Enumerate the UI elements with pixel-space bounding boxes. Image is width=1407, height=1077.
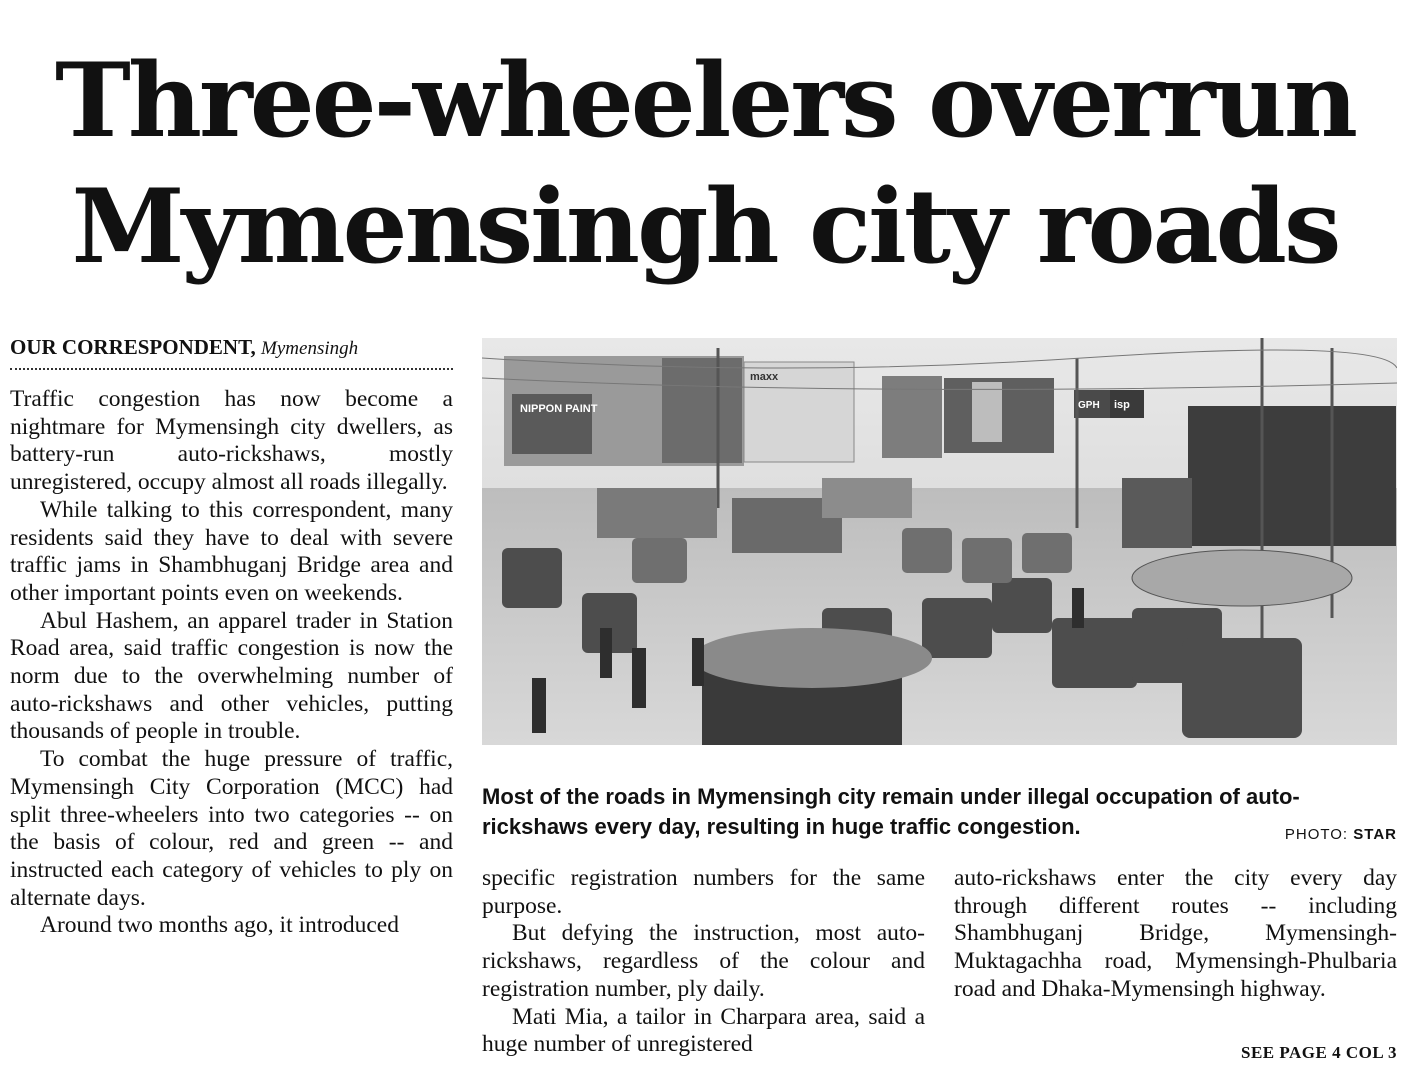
paragraph: Around two months ago, it introduced — [40, 912, 399, 939]
paragraph: auto-rickshaws enter the city every day through different routes -- including Shambhuganj Bridge, Mymensingh-Muktagachha road, Mymensingh-Phulbaria road and Dhaka-Mymensingh highway. — [954, 865, 1397, 1002]
paragraph: But defying the instruction, most auto-rickshaws, regardless of the colour and registration number, ply daily. — [482, 920, 925, 1002]
billboard — [1110, 390, 1144, 418]
billboard-text: NIPPON PAINT — [520, 403, 598, 415]
traffic-scene-image — [482, 338, 1397, 745]
paragraph: Traffic congestion has now become a nightmare for Mymensingh city dwellers, as battery-run auto-rickshaws, mostly unregistered, occupy almost all roads illegally. — [10, 386, 453, 496]
paragraph: While talking to this correspondent, many residents said they have to deal with severe traffic jams in Shambhuganj Bridge area and other important points even on weekends. — [10, 496, 453, 606]
paragraph: Mati Mia, a tailor in Charpara area, said a huge number of unregistered — [482, 1003, 925, 1058]
photo-caption: Most of the roads in Mymensingh city remain under illegal occupation of auto-rickshaws every day, resulting in huge traffic congestion. — [482, 784, 1300, 839]
photo-credit — [1285, 826, 1397, 843]
billboard-text: isp — [1114, 399, 1130, 411]
headline — [10, 38, 1400, 290]
photo-credit-source: STAR — [1353, 826, 1397, 843]
byline-place: Mymensingh — [261, 338, 359, 359]
jump-line: SEE PAGE 4 COL 3 — [1241, 1043, 1397, 1062]
news-photo — [482, 338, 1397, 745]
article-column-2 — [482, 865, 925, 1065]
headline-line-1: Three-wheelers overrun — [55, 41, 1355, 161]
paragraph: specific registration numbers for the same purpose. — [482, 865, 925, 919]
paragraph: Abul Hashem, an apparel trader in Station Road area, said traffic congestion is now the norm due to the overwhelming number of auto-rickshaws and other vehicles, putting thousands of people in trouble. — [10, 607, 453, 745]
billboard — [1074, 390, 1110, 418]
headline-line-2: Mymensingh city roads — [71, 167, 1339, 287]
byline — [10, 335, 453, 370]
article-column-1 — [10, 386, 453, 1056]
photo-credit-label: PHOTO: — [1284, 826, 1349, 843]
billboard-text: GPH — [1078, 400, 1100, 411]
billboard — [504, 356, 744, 466]
billboard — [744, 362, 854, 462]
billboard-text: maxx — [750, 371, 779, 383]
paragraph: To combat the huge pressure of traffic, Mymensingh City Corporation (MCC) had split three-wheelers into two categories -- on the basis of colour, red and green -- and instructed each category of vehicles to ply on alternate days. — [10, 746, 453, 911]
article-column-3 — [954, 865, 1397, 1035]
byline-name: OUR CORRESPONDENT, — [10, 335, 256, 359]
